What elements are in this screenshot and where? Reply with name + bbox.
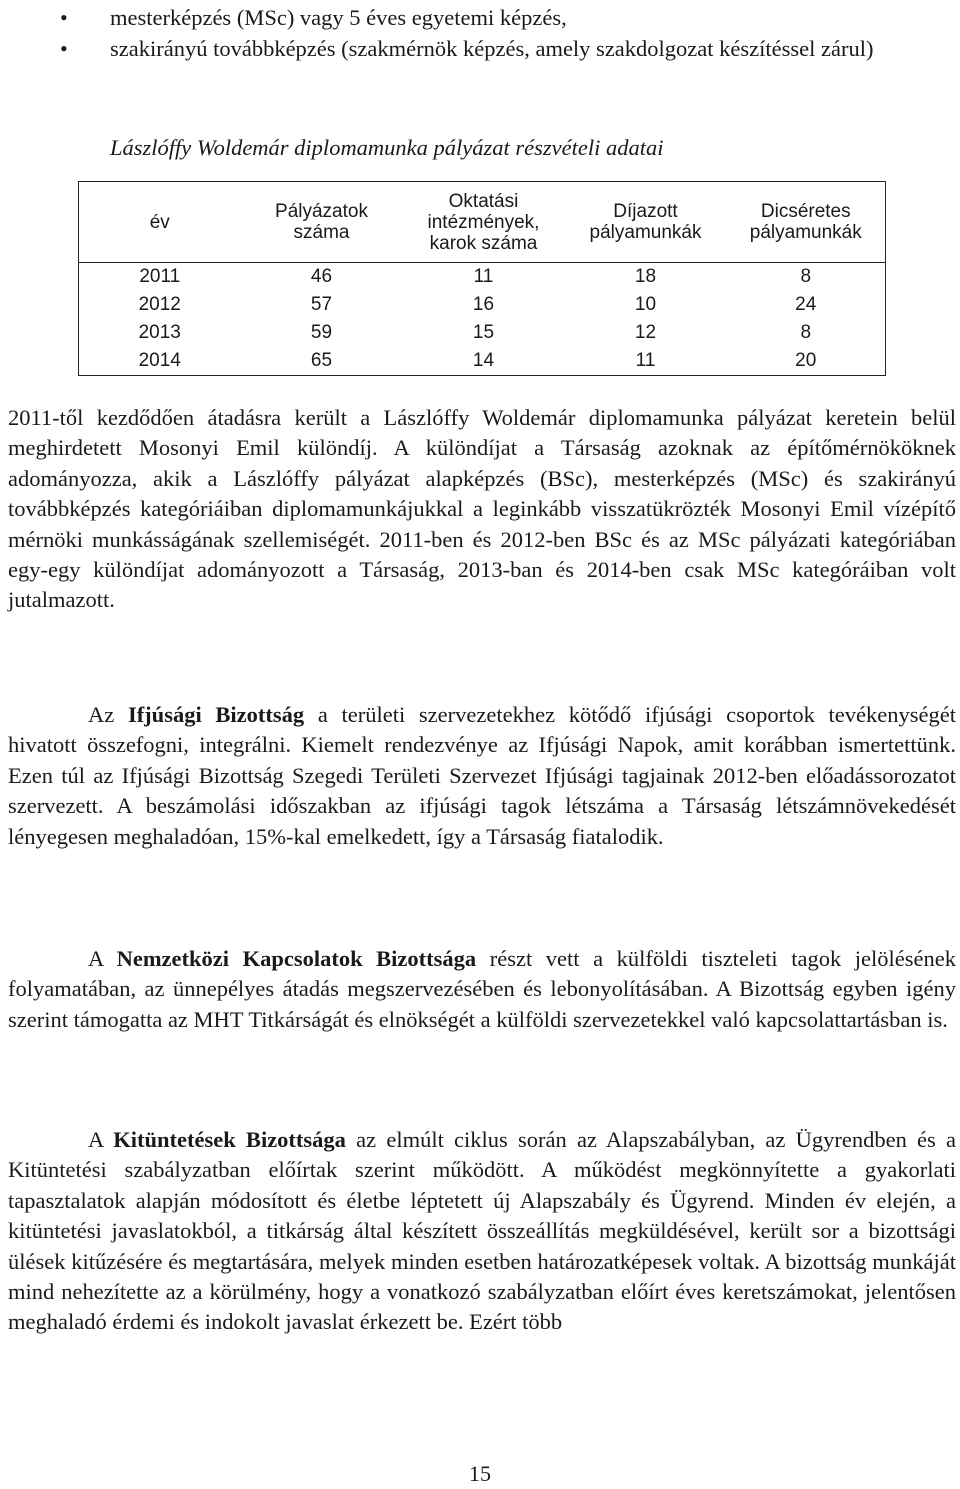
- paragraph-body: részt vett a külföldi tiszteleti tagok jelölésének folyamatában, az ünnepélyes átadás megszervezésében és lebonyolításában. A Bizottság egyben igény szerint támogatta az MHT Titkárságát és elnökségét a külföldi szervezetekkel való kapcsolattartásban is.: [8, 946, 956, 1032]
- table-cell: 15: [472, 322, 495, 343]
- table-cell: 20: [795, 350, 817, 371]
- table-cell: 59: [310, 322, 333, 343]
- header-commended: Dicséretes pályamunkák: [727, 182, 886, 263]
- paragraph-lead: A: [88, 946, 117, 971]
- table-row: [79, 319, 886, 347]
- committee-name: Kitüntetések Bizottsága: [113, 1127, 346, 1152]
- paragraph-awards-committee: [8, 1125, 956, 1338]
- header-institutions: Oktatási intézmények, karok száma: [403, 182, 565, 263]
- table-cell: 65: [310, 350, 333, 371]
- paragraph-youth-committee: [8, 700, 956, 852]
- table-cell: 2012: [138, 294, 181, 315]
- table-cell: 57: [310, 294, 333, 315]
- table-cell: 24: [795, 294, 817, 315]
- table-row: [79, 347, 886, 376]
- paragraph-body: a területi szervezetekhez kötődő ifjúsági csoportok tevékenységét hivatott összefogni, integrálni. Kiemelt rendezvénye az Ifjúsági Napok, amit korábban ismertettünk. Ezen túl az Ifjúsági Bizottság Szegedi Területi Szervezet Ifjúsági tagjainak 2012-ben előadássorozatot szervezett. A beszámolási időszakban az ifjúsági tagok létszáma a Társaság létszámnövekedését lényegesen meghaladóan, 15%-kal emelkedett, így a Társaság fiatalodik.: [8, 702, 956, 849]
- bullet-item: • mesterképzés (MSc) vagy 5 éves egyetemi képzés,: [60, 2, 940, 33]
- table-cell: 2014: [138, 350, 181, 371]
- page-number: 15: [469, 1461, 491, 1486]
- header-applications: Pályázatok száma: [241, 182, 403, 263]
- table-cell: 18: [634, 266, 657, 287]
- table-cell: 8: [800, 266, 812, 287]
- header-awarded: Díjazott pályamunkák: [565, 182, 727, 263]
- table-cell: 10: [634, 294, 657, 315]
- table-cell: 14: [472, 350, 495, 371]
- table-cell: 8: [800, 322, 812, 343]
- table-cell: 46: [310, 266, 333, 287]
- bullet-list: [60, 2, 940, 64]
- participation-table: [78, 181, 886, 376]
- table-header-row: [79, 182, 886, 263]
- paragraph-lead: Az: [88, 702, 128, 727]
- paragraph-body: az elmúlt ciklus során az Alapszabályban, az Ügyrendben és a Kitüntetési szabályzatban előírtak szerint működött. A működést megkönnyítette a gyakorlati tapasztalatok alapján módosított és életbe léptetett új Alapszabály és Ügyrend. Minden év elején, a kitüntetési javaslatokból, a titkárság által készített összeállítás megküldésével, került sor a bizottsági ülések kitűzésére és megtartására, melyek minden esetben határozatképesek voltak. A bizottság munkáját mind nehezítette az a körülmény, hogy a vonatkozó szabályzatban előírt éves keretszámokat, jelentősen meghaladó érdemi és indokolt javaslat érkezett be. Ezért több: [8, 1127, 956, 1335]
- table-cell: 2013: [138, 322, 181, 343]
- bullet-item: • szakirányú továbbképzés (szakmérnök képzés, amely szakdolgozat készítéssel zárul): [60, 33, 940, 64]
- table-cell: 11: [635, 350, 656, 371]
- committee-name: Ifjúsági Bizottság: [127, 702, 305, 727]
- table-cell: 11: [473, 266, 494, 287]
- table-cell: 12: [634, 322, 657, 343]
- table-row: [79, 291, 886, 319]
- table-cell: 16: [472, 294, 495, 315]
- committee-name: Nemzetközi Kapcsolatok Bizottsága: [116, 946, 477, 971]
- paragraph-mosonyi-prize: 2011-től kezdődően átadásra került a Lászlóffy Woldemár diplomamunka pályázat keretein belül meghirdetett Mosonyi Emil különdíj. A különdíjat a Társaság azoknak az építőmérnököknek adományozza, akik a Lászlóffy pályázat alapképzés (BSc), mesterképzés (MSc) és szakirányú továbbképzés kategóriáiban diplomamunkájukkal a leginkább visszatükrözték Mosonyi Emil vízépítő mérnöki munkásságának szellemiségét. 2011-ben és 2012-ben BSc és az MSc pályázati kategóriában egy-egy különdíjat adományozott a Társaság, 2013-ban és 2014-ben csak MSc kategóráiban volt jutalmazott.: [8, 405, 956, 613]
- header-year: év: [79, 182, 241, 263]
- table-cell: 2011: [139, 266, 181, 287]
- paragraph-international-committee: [8, 944, 956, 1035]
- table-caption: Lászlóffy Woldemár diplomamunka pályázat részvételi adatai: [110, 135, 664, 160]
- table-row: [79, 263, 886, 292]
- paragraph-lead: A: [88, 1127, 114, 1152]
